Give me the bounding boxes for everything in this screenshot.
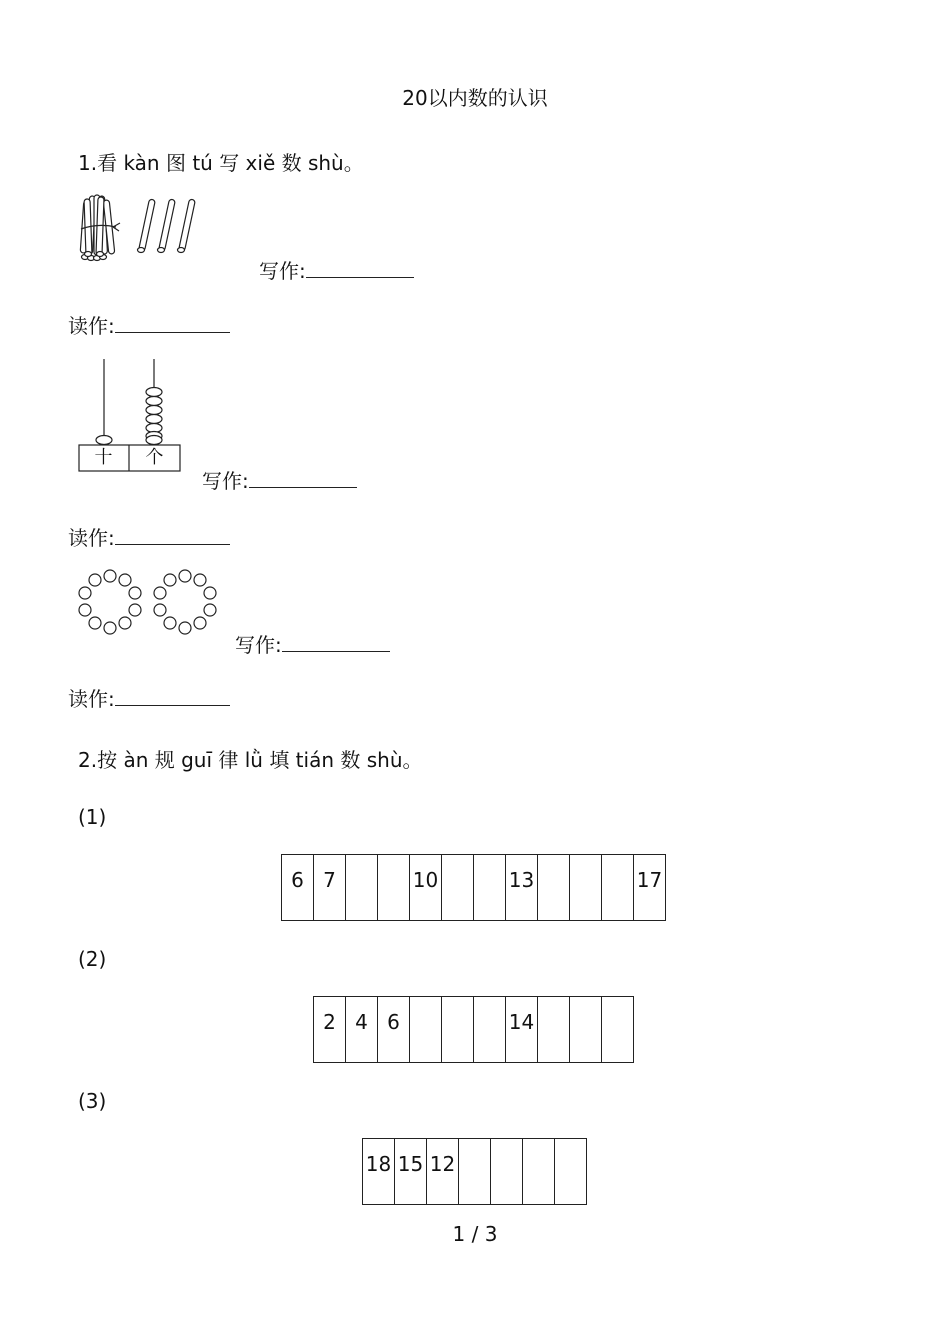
sticks-illustration xyxy=(76,193,201,263)
number-cell: 12 xyxy=(427,1139,459,1205)
write-blank[interactable] xyxy=(306,255,414,278)
single-stick xyxy=(178,199,196,253)
page-number: 1 / 3 xyxy=(452,1222,498,1246)
blank-cell[interactable] xyxy=(442,855,474,921)
blank-cell[interactable] xyxy=(555,1139,587,1205)
number-cell: 2 xyxy=(314,997,346,1063)
blank-cell[interactable] xyxy=(523,1139,555,1205)
bead-rings-illustration xyxy=(76,566,221,638)
question-2-heading: 2.按 àn 规 guī 律 lǜ 填 tián 数 shù。 xyxy=(78,748,423,772)
read-answer-1 xyxy=(68,310,230,339)
sequence-table-2 xyxy=(313,996,634,1063)
number-cell: 4 xyxy=(346,997,378,1063)
abacus-bead xyxy=(96,436,112,445)
bead-ring xyxy=(154,570,216,634)
read-label: 读作: xyxy=(68,314,115,338)
write-label: 写作: xyxy=(235,633,282,657)
read-answer-3 xyxy=(68,683,230,712)
number-cell: 6 xyxy=(282,855,314,921)
abacus-bead xyxy=(146,415,162,424)
number-cell: 14 xyxy=(506,997,538,1063)
bead-ring xyxy=(79,570,141,634)
blank-cell[interactable] xyxy=(570,855,602,921)
number-cell: 13 xyxy=(506,855,538,921)
write-label: 写作: xyxy=(259,259,306,283)
blank-cell[interactable] xyxy=(442,997,474,1063)
write-blank[interactable] xyxy=(249,465,357,488)
page-title: 20以内数的认识 xyxy=(402,86,548,110)
question-1-heading: 1.看 kàn 图 tú 写 xiě 数 shù。 xyxy=(78,151,364,175)
abacus-tens-label: 十 xyxy=(94,447,113,468)
blank-cell[interactable] xyxy=(538,855,570,921)
single-stick xyxy=(158,199,176,253)
read-blank[interactable] xyxy=(115,310,230,333)
read-blank[interactable] xyxy=(115,683,230,706)
blank-cell[interactable] xyxy=(410,997,442,1063)
blank-cell[interactable] xyxy=(474,855,506,921)
write-answer-2 xyxy=(202,465,357,494)
part-2-label: (2) xyxy=(78,947,107,971)
abacus-bead xyxy=(146,406,162,415)
stick-bundle xyxy=(80,195,120,261)
sequence-table-1 xyxy=(281,854,666,921)
sequence-table-3 xyxy=(362,1138,587,1205)
abacus-bead xyxy=(146,436,162,445)
blank-cell[interactable] xyxy=(602,855,634,921)
abacus-illustration xyxy=(78,357,182,473)
read-blank[interactable] xyxy=(115,522,230,545)
abacus-bead xyxy=(146,397,162,406)
part-3-label: (3) xyxy=(78,1089,107,1113)
abacus-ones-label: 个 xyxy=(145,447,164,468)
read-answer-2 xyxy=(68,522,230,551)
read-label: 读作: xyxy=(68,687,115,711)
blank-cell[interactable] xyxy=(538,997,570,1063)
number-cell: 18 xyxy=(363,1139,395,1205)
read-label: 读作: xyxy=(68,526,115,550)
number-cell: 6 xyxy=(378,997,410,1063)
write-blank[interactable] xyxy=(282,629,390,652)
blank-cell[interactable] xyxy=(346,855,378,921)
number-cell: 15 xyxy=(395,1139,427,1205)
number-cell: 17 xyxy=(634,855,666,921)
write-label: 写作: xyxy=(202,469,249,493)
blank-cell[interactable] xyxy=(491,1139,523,1205)
blank-cell[interactable] xyxy=(570,997,602,1063)
number-cell: 10 xyxy=(410,855,442,921)
blank-cell[interactable] xyxy=(378,855,410,921)
abacus-bead xyxy=(146,388,162,397)
blank-cell[interactable] xyxy=(459,1139,491,1205)
part-1-label: (1) xyxy=(78,805,107,829)
write-answer-3 xyxy=(235,629,390,658)
number-cell: 7 xyxy=(314,855,346,921)
single-stick xyxy=(138,199,156,253)
blank-cell[interactable] xyxy=(474,997,506,1063)
write-answer-1 xyxy=(259,255,414,284)
blank-cell[interactable] xyxy=(602,997,634,1063)
